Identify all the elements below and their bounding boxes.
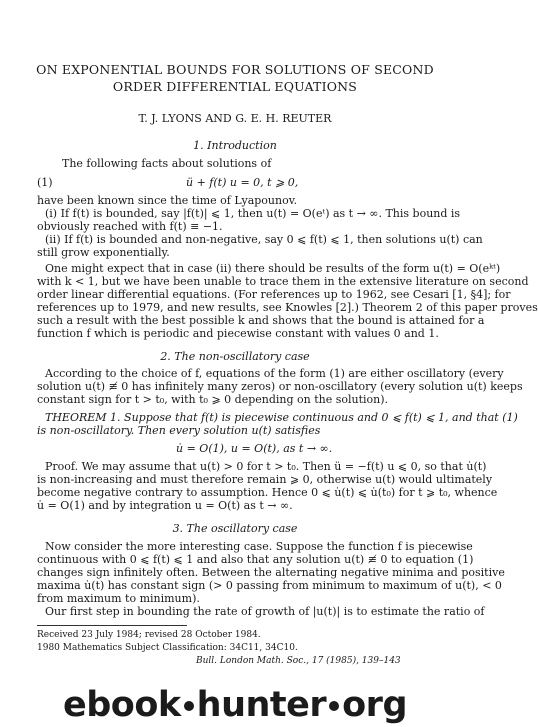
paragraph-4-line-2: continuous with 0 ⩽ f(t) ⩽ 1 and also that any solution u(t) ≢ 0 to equation (1) bbox=[37, 553, 474, 566]
section-heading-non-oscillatory: 2. The non-oscillatory case bbox=[160, 350, 310, 363]
paragraph-5-line-1: Our first step in bounding the rate of growth of |u(t)| is to estimate the ratio of bbox=[45, 605, 485, 618]
footnote-msc: 1980 Mathematics Subject Classification: 34C11, 34C10. bbox=[37, 643, 298, 653]
paragraph-3-line-2: solution u(t) ≢ 0 has infinitely many zeros) or non-oscillatory (every solution u(t) keeps bbox=[37, 380, 523, 393]
paragraph-1-line-5: still grow exponentially. bbox=[37, 246, 170, 259]
theorem-1-equation: u̇ = O(1), u = O(t), as t → ∞. bbox=[176, 442, 333, 455]
paragraph-2-line-6: function f which is periodic and piecewise constant with values 0 and 1. bbox=[37, 327, 439, 340]
paragraph-1-line-1: have been known since the time of Lyapounov. bbox=[37, 194, 298, 207]
paragraph-2-line-3: order linear differential equations. (For references up to 1962, see Cesari [1, §4]; for bbox=[37, 288, 511, 301]
proof-line-4: u̇ = O(1) and by integration u = O(t) as t → ∞. bbox=[37, 499, 293, 512]
paragraph-2-line-4: references up to 1979, and new results, see Knowles [2].) Theorem 2 of this paper proves bbox=[37, 301, 538, 314]
intro-line: The following facts about solutions of bbox=[62, 157, 272, 170]
footnote-journal: Bull. London Math. Soc., 17 (1985), 139–143 bbox=[196, 656, 401, 666]
paper-authors: T. J. LYONS AND G. E. H. REUTER bbox=[138, 112, 332, 125]
paper-title-line-2: ORDER DIFFERENTIAL EQUATIONS bbox=[112, 79, 358, 94]
equation-1-number: (1) bbox=[37, 176, 53, 189]
paragraph-1-line-2: (i) If f(t) is bounded, say |f(t)| ⩽ 1, then u(t) = O(eᵗ) as t → ∞. This bound is bbox=[45, 207, 461, 220]
paragraph-3-line-3: constant sign for t > t₀, with t₀ ⩾ 0 depending on the solution). bbox=[37, 393, 389, 406]
watermark-dot-icon bbox=[329, 701, 339, 711]
watermark-text-right: org bbox=[342, 685, 408, 725]
paragraph-1-line-3: obviously reached with f(t) ≡ −1. bbox=[37, 220, 223, 233]
paragraph-3-line-1: According to the choice of f, equations of the form (1) are either oscillatory (every bbox=[45, 367, 504, 380]
paragraph-4-line-4: maxima u̇(t) has constant sign (> 0 passing from minimum to maximum of u(t), < 0 bbox=[37, 579, 502, 592]
section-heading-introduction: 1. Introduction bbox=[193, 139, 277, 152]
paragraph-2-line-5: such a result with the best possible k and shows that the bound is attained for a bbox=[37, 314, 485, 327]
paragraph-2-line-1: One might expect that in case (ii) there should be results of the form u(t) = O(eᵏᵗ) bbox=[45, 262, 501, 275]
watermark-dot-icon bbox=[184, 701, 194, 711]
paragraph-2-line-2: with k < 1, but we have been unable to trace them in the extensive literature on second bbox=[37, 275, 529, 288]
paragraph-4-line-1: Now consider the more interesting case. Suppose the function f is piecewise bbox=[45, 540, 473, 553]
watermark-text-mid: hunter bbox=[196, 685, 327, 725]
section-heading-oscillatory: 3. The oscillatory case bbox=[172, 522, 298, 535]
theorem-1-line-1: THEOREM 1. Suppose that f(t) is piecewise continuous and 0 ⩽ f(t) ⩽ 1, and that (1) bbox=[45, 411, 518, 424]
proof-line-1: Proof. We may assume that u(t) > 0 for t > t₀. Then ü = −f(t) u ⩽ 0, so that u̇(t) bbox=[45, 460, 487, 473]
paragraph-4-line-3: changes sign infinitely often. Between the alternating negative minima and positive bbox=[37, 566, 505, 579]
proof-line-3: become negative contrary to assumption. Hence 0 ⩽ u̇(t) ⩽ u̇(t₀) for t ⩾ t₀, whence bbox=[37, 486, 498, 499]
footnote-divider bbox=[37, 625, 187, 626]
theorem-1-line-2: is non-oscillatory. Then every solution u(t) satisfies bbox=[37, 424, 321, 437]
equation-1: ü + f(t) u = 0, t ⩾ 0, bbox=[186, 176, 299, 189]
paragraph-4-line-5: from maximum to minimum). bbox=[37, 592, 200, 605]
watermark-text-left: ebook bbox=[62, 685, 181, 725]
paper-title-line-1: ON EXPONENTIAL BOUNDS FOR SOLUTIONS OF SECOND bbox=[36, 62, 434, 77]
paragraph-1-line-4: (ii) If f(t) is bounded and non-negative, say 0 ⩽ f(t) ⩽ 1, then solutions u(t) can bbox=[45, 233, 483, 246]
watermark-logo bbox=[0, 683, 470, 727]
footnote-received: Received 23 July 1984; revised 28 October 1984. bbox=[37, 630, 261, 640]
proof-line-2: is non-increasing and must therefore remain ⩾ 0, otherwise u(t) would ultimately bbox=[37, 473, 493, 486]
